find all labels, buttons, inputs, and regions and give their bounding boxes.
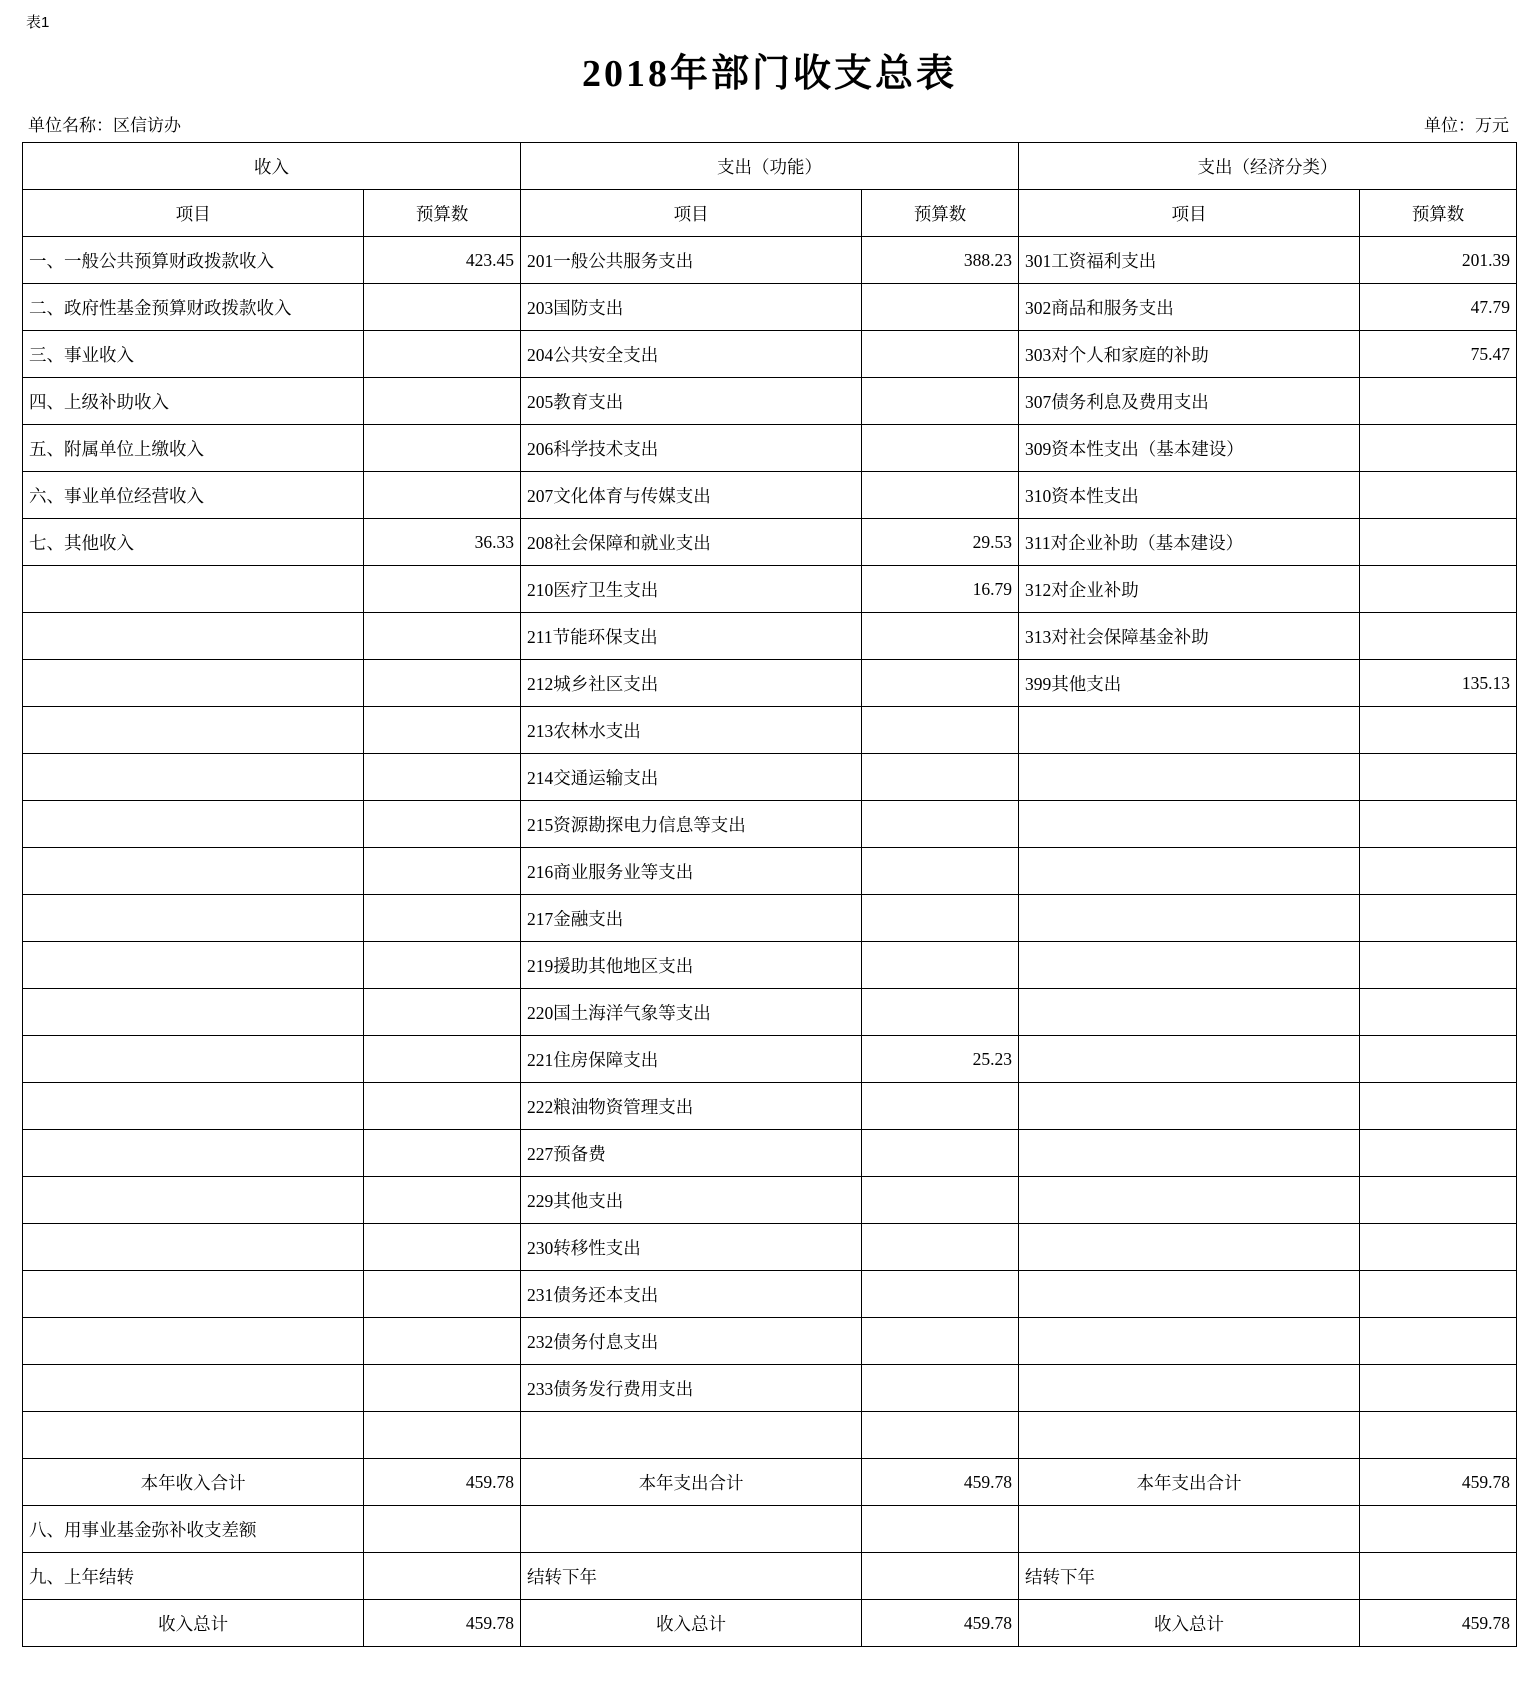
expense-function-value-cell xyxy=(862,1412,1019,1459)
table-row xyxy=(23,519,1517,566)
income-item-cell xyxy=(23,1412,364,1459)
expense-economic-item-cell xyxy=(1018,1412,1359,1459)
expense-economic-value-cell xyxy=(1360,519,1517,566)
expense-economic-item-cell xyxy=(1018,848,1359,895)
column-header-item-function: 项目 xyxy=(520,190,861,237)
expense-function-value-cell xyxy=(862,1177,1019,1224)
income-item-cell: 三、事业收入 xyxy=(23,331,364,378)
expense-function-value-cell xyxy=(862,1365,1019,1412)
expense-function-value-cell xyxy=(862,425,1019,472)
expense-economic-value-cell xyxy=(1360,1130,1517,1177)
table-row xyxy=(23,566,1517,613)
expense-function-item-cell: 215资源勘探电力信息等支出 xyxy=(520,801,861,848)
expense-function-value-cell xyxy=(862,331,1019,378)
expense-function-item-cell: 232债务付息支出 xyxy=(520,1318,861,1365)
income-item-cell: 二、政府性基金预算财政拨款收入 xyxy=(23,284,364,331)
table-row xyxy=(23,237,1517,284)
budget-table xyxy=(22,142,1517,1647)
expense-economic-value-cell xyxy=(1360,942,1517,989)
column-header-item-economic: 项目 xyxy=(1018,190,1359,237)
expense-function-value-cell xyxy=(862,848,1019,895)
expense-function-value-cell xyxy=(862,942,1019,989)
table-row-year-totals xyxy=(23,1459,1517,1506)
table-row xyxy=(23,660,1517,707)
income-item-cell xyxy=(23,613,364,660)
income-value-cell xyxy=(364,1365,521,1412)
expense-function-item-cell: 213农林水支出 xyxy=(520,707,861,754)
expense-economic-value-cell xyxy=(1360,895,1517,942)
table-group-header-row xyxy=(23,143,1517,190)
expense-function-value-cell xyxy=(862,1318,1019,1365)
income-item-cell xyxy=(23,707,364,754)
grand-income-label: 收入总计 xyxy=(23,1600,364,1647)
table-row xyxy=(23,472,1517,519)
income-value-cell xyxy=(364,754,521,801)
expense-economic-item-cell: 399其他支出 xyxy=(1018,660,1359,707)
expense-economic-item-cell xyxy=(1018,1130,1359,1177)
income-item-cell: 六、事业单位经营收入 xyxy=(23,472,364,519)
income-item-cell xyxy=(23,754,364,801)
expense-economic-item-cell: 309资本性支出（基本建设） xyxy=(1018,425,1359,472)
grand-mid-label: 收入总计 xyxy=(520,1600,861,1647)
income-item-cell xyxy=(23,801,364,848)
fund-offset-right-value xyxy=(1360,1506,1517,1553)
meta-row xyxy=(22,111,1517,142)
carryover-next-right-value xyxy=(1360,1553,1517,1600)
income-value-cell xyxy=(364,284,521,331)
expense-function-item-cell: 219援助其他地区支出 xyxy=(520,942,861,989)
income-item-cell xyxy=(23,566,364,613)
table-row xyxy=(23,1036,1517,1083)
grand-income-value: 459.78 xyxy=(364,1600,521,1647)
expense-economic-value-cell: 75.47 xyxy=(1360,331,1517,378)
income-item-cell xyxy=(23,989,364,1036)
expense-economic-item-cell xyxy=(1018,942,1359,989)
fund-offset-mid-value xyxy=(862,1506,1019,1553)
expense-economic-item-cell xyxy=(1018,801,1359,848)
carryover-next-mid-label: 结转下年 xyxy=(520,1553,861,1600)
expense-function-value-cell xyxy=(862,895,1019,942)
income-value-cell xyxy=(364,942,521,989)
unit-measure-label: 单位：万元 xyxy=(1424,116,1509,135)
expense-function-item-cell: 203国防支出 xyxy=(520,284,861,331)
expense-function-value-cell xyxy=(862,378,1019,425)
table-row xyxy=(23,1083,1517,1130)
expense-economic-item-cell xyxy=(1018,1365,1359,1412)
expense-function-item-cell: 208社会保障和就业支出 xyxy=(520,519,861,566)
table-row-grand-totals xyxy=(23,1600,1517,1647)
income-item-cell: 一、一般公共预算财政拨款收入 xyxy=(23,237,364,284)
group-header-expense-economic: 支出（经济分类） xyxy=(1018,143,1516,190)
expense-economic-item-cell xyxy=(1018,754,1359,801)
expense-function-item-cell: 214交通运输支出 xyxy=(520,754,861,801)
fund-offset-value xyxy=(364,1506,521,1553)
expense-function-value-cell xyxy=(862,660,1019,707)
income-value-cell xyxy=(364,895,521,942)
carryover-next-right-label: 结转下年 xyxy=(1018,1553,1359,1600)
expense-function-item-cell: 227预备费 xyxy=(520,1130,861,1177)
expense-economic-item-cell: 311对企业补助（基本建设） xyxy=(1018,519,1359,566)
expense-function-value-cell xyxy=(862,989,1019,1036)
income-value-cell xyxy=(364,848,521,895)
carryover-next-mid-value xyxy=(862,1553,1019,1600)
income-item-cell xyxy=(23,895,364,942)
expense-economic-value-cell xyxy=(1360,848,1517,895)
income-item-cell: 五、附属单位上缴收入 xyxy=(23,425,364,472)
expense-economic-item-cell: 302商品和服务支出 xyxy=(1018,284,1359,331)
expense-function-item-cell: 216商业服务业等支出 xyxy=(520,848,861,895)
expense-economic-value-cell xyxy=(1360,566,1517,613)
expense-function-value-cell xyxy=(862,801,1019,848)
income-value-cell xyxy=(364,1177,521,1224)
income-value-cell xyxy=(364,1412,521,1459)
income-value-cell: 423.45 xyxy=(364,237,521,284)
group-header-income: 收入 xyxy=(23,143,521,190)
income-item-cell xyxy=(23,1318,364,1365)
table-row xyxy=(23,1318,1517,1365)
income-value-cell xyxy=(364,989,521,1036)
table-row xyxy=(23,754,1517,801)
table-row-fund-offset xyxy=(23,1506,1517,1553)
expense-economic-item-cell xyxy=(1018,1177,1359,1224)
expense-function-value-cell xyxy=(862,1130,1019,1177)
grand-mid-value: 459.78 xyxy=(862,1600,1019,1647)
grand-right-value: 459.78 xyxy=(1360,1600,1517,1647)
expense-economic-value-cell xyxy=(1360,1318,1517,1365)
prev-carryover-value xyxy=(364,1553,521,1600)
table-row xyxy=(23,1130,1517,1177)
expense-economic-value-cell xyxy=(1360,801,1517,848)
grand-right-label: 收入总计 xyxy=(1018,1600,1359,1647)
table-row xyxy=(23,613,1517,660)
income-item-cell xyxy=(23,1036,364,1083)
table-row xyxy=(23,425,1517,472)
expense-function-value-cell xyxy=(862,284,1019,331)
income-value-cell xyxy=(364,425,521,472)
income-value-cell xyxy=(364,566,521,613)
expense-function-value-cell xyxy=(862,1224,1019,1271)
expense-economic-value-cell xyxy=(1360,613,1517,660)
expense-function-value-cell xyxy=(862,1271,1019,1318)
income-item-cell xyxy=(23,1083,364,1130)
expense-function-value-cell: 388.23 xyxy=(862,237,1019,284)
expense-function-item-cell: 207文化体育与传媒支出 xyxy=(520,472,861,519)
expense-function-item-cell: 205教育支出 xyxy=(520,378,861,425)
expense-function-item-cell: 222粮油物资管理支出 xyxy=(520,1083,861,1130)
income-value-cell: 36.33 xyxy=(364,519,521,566)
expense-function-value-cell xyxy=(862,754,1019,801)
table-row xyxy=(23,284,1517,331)
table-row xyxy=(23,1365,1517,1412)
expense-economic-value-cell xyxy=(1360,1412,1517,1459)
expense-economic-item-cell: 307债务利息及费用支出 xyxy=(1018,378,1359,425)
expense-economic-value-cell xyxy=(1360,1224,1517,1271)
table-row xyxy=(23,707,1517,754)
income-item-cell xyxy=(23,942,364,989)
income-value-cell xyxy=(364,1224,521,1271)
expense-function-item-cell xyxy=(520,1412,861,1459)
expense-function-item-cell: 210医疗卫生支出 xyxy=(520,566,861,613)
expense-economic-item-cell xyxy=(1018,1318,1359,1365)
expense-economic-item-cell xyxy=(1018,1036,1359,1083)
expense-economic-value-cell: 135.13 xyxy=(1360,660,1517,707)
table-column-header-row xyxy=(23,190,1517,237)
income-item-cell xyxy=(23,660,364,707)
table-row xyxy=(23,378,1517,425)
expense-economic-value-cell xyxy=(1360,1083,1517,1130)
income-value-cell xyxy=(364,660,521,707)
column-header-item-income: 项目 xyxy=(23,190,364,237)
income-item-cell xyxy=(23,1177,364,1224)
income-value-cell xyxy=(364,1036,521,1083)
expense-economic-item-cell: 301工资福利支出 xyxy=(1018,237,1359,284)
table-row xyxy=(23,1177,1517,1224)
income-value-cell xyxy=(364,1083,521,1130)
income-value-cell xyxy=(364,613,521,660)
expense-economic-value-cell xyxy=(1360,1271,1517,1318)
group-header-expense-function: 支出（功能） xyxy=(520,143,1018,190)
income-item-cell xyxy=(23,1365,364,1412)
expense-function-item-cell: 206科学技术支出 xyxy=(520,425,861,472)
expense-function-value-cell: 25.23 xyxy=(862,1036,1019,1083)
expense-economic-value-cell xyxy=(1360,754,1517,801)
income-item-cell: 七、其他收入 xyxy=(23,519,364,566)
income-value-cell xyxy=(364,472,521,519)
expense-function-item-cell: 201一般公共服务支出 xyxy=(520,237,861,284)
expense-function-value-cell: 16.79 xyxy=(862,566,1019,613)
expense-function-item-cell: 212城乡社区支出 xyxy=(520,660,861,707)
expense-economic-value-cell xyxy=(1360,472,1517,519)
expense-function-value-cell xyxy=(862,613,1019,660)
income-value-cell xyxy=(364,331,521,378)
table-row xyxy=(23,895,1517,942)
table-row xyxy=(23,1224,1517,1271)
expense-economic-item-cell xyxy=(1018,895,1359,942)
expense-economic-value-cell: 47.79 xyxy=(1360,284,1517,331)
year-expense-total-label: 本年支出合计 xyxy=(520,1459,861,1506)
expense-function-item-cell: 233债务发行费用支出 xyxy=(520,1365,861,1412)
expense-function-item-cell: 204公共安全支出 xyxy=(520,331,861,378)
income-item-cell xyxy=(23,1130,364,1177)
table-row xyxy=(23,1271,1517,1318)
budget-table-body xyxy=(23,143,1517,1647)
expense-economic-item-cell: 312对企业补助 xyxy=(1018,566,1359,613)
expense-function-value-cell xyxy=(862,1083,1019,1130)
expense-economic-value-cell xyxy=(1360,378,1517,425)
income-value-cell xyxy=(364,1271,521,1318)
expense-economic-item-cell xyxy=(1018,989,1359,1036)
expense-economic-value-cell xyxy=(1360,1036,1517,1083)
income-value-cell xyxy=(364,801,521,848)
column-header-budget-function: 预算数 xyxy=(862,190,1019,237)
column-header-budget-economic: 预算数 xyxy=(1360,190,1517,237)
year-expense-economic-total-value: 459.78 xyxy=(1360,1459,1517,1506)
expense-function-item-cell: 221住房保障支出 xyxy=(520,1036,861,1083)
expense-economic-value-cell xyxy=(1360,1365,1517,1412)
fund-offset-right-label xyxy=(1018,1506,1359,1553)
expense-function-value-cell: 29.53 xyxy=(862,519,1019,566)
page-title: 2018年部门收支总表 xyxy=(581,53,957,95)
prev-carryover-label: 九、上年结转 xyxy=(23,1553,364,1600)
expense-economic-value-cell xyxy=(1360,1177,1517,1224)
expense-function-value-cell xyxy=(862,472,1019,519)
income-item-cell xyxy=(23,1224,364,1271)
income-item-cell xyxy=(23,848,364,895)
income-value-cell xyxy=(364,1130,521,1177)
expense-function-item-cell: 231债务还本支出 xyxy=(520,1271,861,1318)
expense-function-item-cell: 220国土海洋气象等支出 xyxy=(520,989,861,1036)
table-row xyxy=(23,1412,1517,1459)
fund-offset-mid-label xyxy=(520,1506,861,1553)
expense-economic-item-cell: 313对社会保障基金补助 xyxy=(1018,613,1359,660)
expense-function-item-cell: 229其他支出 xyxy=(520,1177,861,1224)
income-item-cell: 四、上级补助收入 xyxy=(23,378,364,425)
expense-economic-item-cell xyxy=(1018,707,1359,754)
income-value-cell xyxy=(364,1318,521,1365)
expense-economic-item-cell xyxy=(1018,1083,1359,1130)
expense-function-item-cell: 211节能环保支出 xyxy=(520,613,861,660)
expense-economic-value-cell xyxy=(1360,707,1517,754)
year-income-total-label: 本年收入合计 xyxy=(23,1459,364,1506)
fund-offset-label: 八、用事业基金弥补收支差额 xyxy=(23,1506,364,1553)
expense-economic-value-cell: 201.39 xyxy=(1360,237,1517,284)
income-value-cell xyxy=(364,707,521,754)
year-expense-economic-total-label: 本年支出合计 xyxy=(1018,1459,1359,1506)
expense-economic-value-cell xyxy=(1360,425,1517,472)
expense-economic-item-cell xyxy=(1018,1224,1359,1271)
expense-economic-value-cell xyxy=(1360,989,1517,1036)
income-value-cell xyxy=(364,378,521,425)
sheet-tag: 表1 xyxy=(26,14,50,31)
expense-economic-item-cell: 303对个人和家庭的补助 xyxy=(1018,331,1359,378)
expense-function-item-cell: 217金融支出 xyxy=(520,895,861,942)
table-row xyxy=(23,942,1517,989)
expense-function-item-cell: 230转移性支出 xyxy=(520,1224,861,1271)
table-row xyxy=(23,801,1517,848)
expense-economic-item-cell: 310资本性支出 xyxy=(1018,472,1359,519)
table-row-carryover xyxy=(23,1553,1517,1600)
unit-name-label: 单位名称：区信访办 xyxy=(28,116,181,135)
income-item-cell xyxy=(23,1271,364,1318)
expense-function-value-cell xyxy=(862,707,1019,754)
table-row xyxy=(23,848,1517,895)
expense-economic-item-cell xyxy=(1018,1271,1359,1318)
year-expense-total-value: 459.78 xyxy=(862,1459,1019,1506)
year-income-total-value: 459.78 xyxy=(364,1459,521,1506)
column-header-budget-income: 预算数 xyxy=(364,190,521,237)
table-row xyxy=(23,331,1517,378)
table-row xyxy=(23,989,1517,1036)
